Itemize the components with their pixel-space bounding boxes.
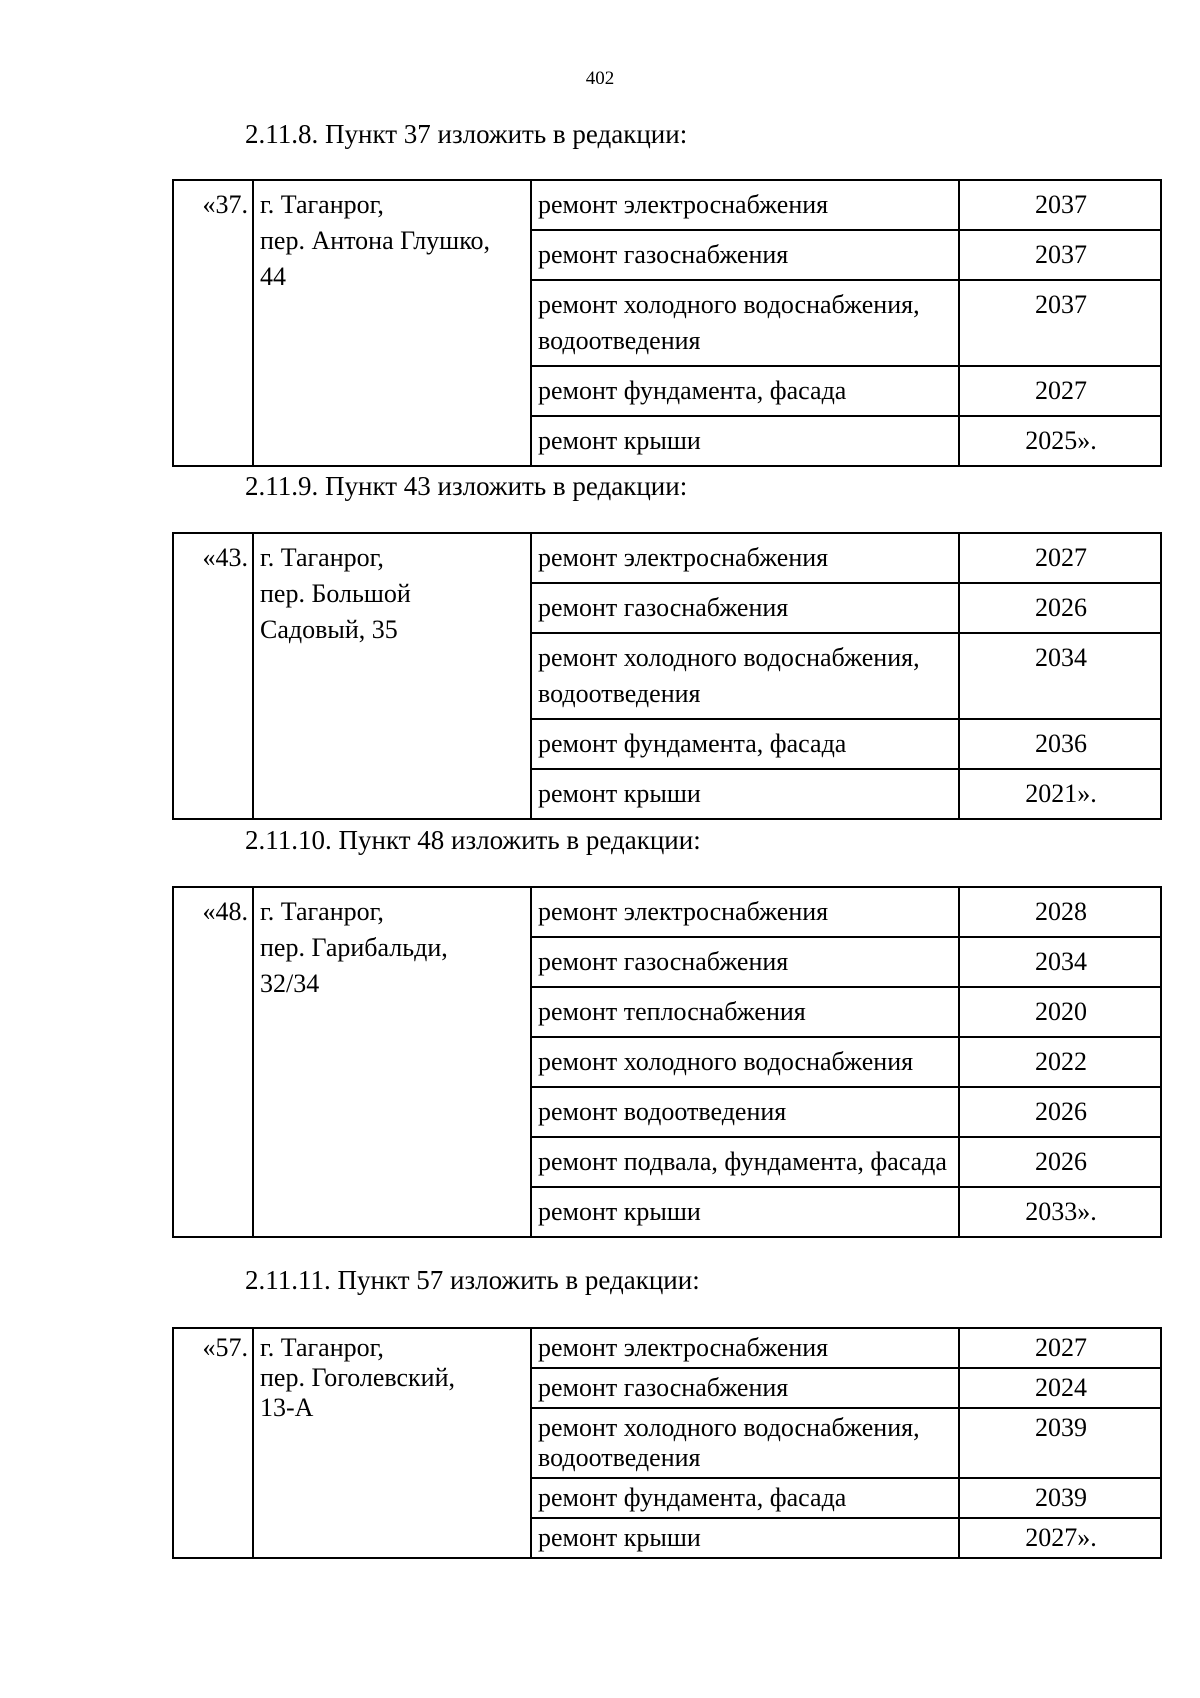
item-address [253,887,531,1237]
work-type: ремонт водоотведения [531,1087,959,1137]
work-year: 2022 [959,1037,1161,1087]
work-type: ремонт электроснабжения [531,533,959,583]
work-year: 2037 [959,280,1161,366]
address-line: 44 [260,262,286,291]
work-type: ремонт электроснабжения [531,887,959,937]
work-type: ремонт крыши [531,416,959,466]
item-number: «48. [173,887,253,1237]
address-line: 32/34 [260,969,320,998]
work-type: ремонт холодного водоснабжения, водоотведения [531,633,959,719]
work-year: 2039 [959,1408,1161,1478]
work-year: 2027». [959,1518,1161,1558]
work-year: 2024 [959,1368,1161,1408]
item-number: «43. [173,533,253,819]
table-row [173,533,1161,583]
work-type: ремонт крыши [531,769,959,819]
work-year: 2025». [959,416,1161,466]
work-type: ремонт крыши [531,1518,959,1558]
work-type: ремонт электроснабжения [531,1328,959,1368]
amendment-table [172,179,1162,467]
work-year: 2033». [959,1187,1161,1237]
address-line: пер. Антона Глушко, [260,226,491,255]
address-line: г. Таганрог, [260,897,384,926]
work-year: 2036 [959,719,1161,769]
work-year: 2020 [959,987,1161,1037]
work-type: ремонт холодного водоснабжения, водоотведения [531,280,959,366]
item-number: «37. [173,180,253,466]
work-year: 2039 [959,1478,1161,1518]
work-type: ремонт газоснабжения [531,937,959,987]
work-year: 2021». [959,769,1161,819]
work-type: ремонт холодного водоснабжения [531,1037,959,1087]
item-number: «57. [173,1328,253,1558]
work-type: ремонт фундамента, фасада [531,1478,959,1518]
work-year: 2034 [959,937,1161,987]
work-type: ремонт теплоснабжения [531,987,959,1037]
item-address [253,533,531,819]
table-row [173,180,1161,230]
work-year: 2028 [959,887,1161,937]
work-year: 2037 [959,230,1161,280]
work-year: 2026 [959,583,1161,633]
address-line: пер. Большой [260,579,411,608]
work-type: ремонт фундамента, фасада [531,719,959,769]
table-row [173,1328,1161,1368]
address-line: Садовый, 35 [260,615,398,644]
work-year: 2026 [959,1087,1161,1137]
work-type: ремонт крыши [531,1187,959,1237]
section-heading: 2.11.11. Пункт 57 изложить в редакции: [245,1265,700,1295]
section-heading: 2.11.10. Пункт 48 изложить в редакции: [245,825,701,855]
address-line: пер. Гоголевский, [260,1363,456,1392]
work-type: ремонт электроснабжения [531,180,959,230]
address-line: 13-А [260,1393,314,1422]
section-heading: 2.11.9. Пункт 43 изложить в редакции: [245,471,688,501]
address-line: пер. Гарибальди, [260,933,448,962]
work-year: 2034 [959,633,1161,719]
item-address [253,180,531,466]
address-line: г. Таганрог, [260,190,384,219]
work-type: ремонт газоснабжения [531,583,959,633]
work-year: 2037 [959,180,1161,230]
work-year: 2027 [959,1328,1161,1368]
work-type: ремонт подвала, фундамента, фасада [531,1137,959,1187]
page-number: 402 [585,68,615,89]
amendment-table [172,1327,1162,1559]
work-type: ремонт фундамента, фасада [531,366,959,416]
item-address [253,1328,531,1558]
work-year: 2027 [959,533,1161,583]
address-line: г. Таганрог, [260,1333,384,1362]
work-year: 2027 [959,366,1161,416]
address-line: г. Таганрог, [260,543,384,572]
amendment-table [172,886,1162,1238]
section-heading: 2.11.8. Пункт 37 изложить в редакции: [245,119,688,149]
table-row [173,887,1161,937]
work-type: ремонт газоснабжения [531,230,959,280]
work-year: 2026 [959,1137,1161,1187]
work-type: ремонт холодного водоснабжения, водоотведения [531,1408,959,1478]
amendment-table [172,532,1162,820]
work-type: ремонт газоснабжения [531,1368,959,1408]
